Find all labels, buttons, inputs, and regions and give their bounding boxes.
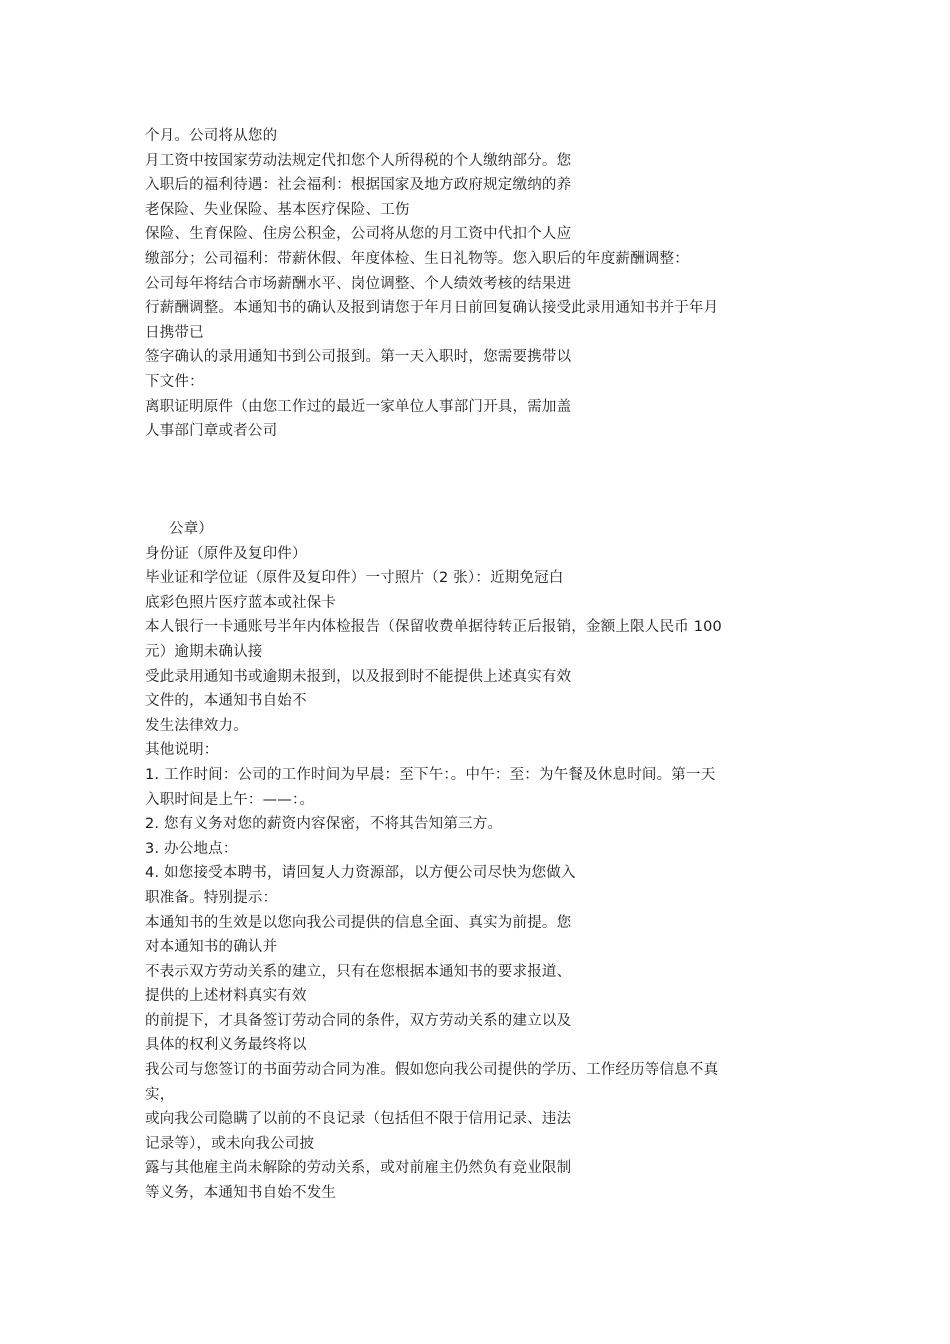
text-line: 其他说明：	[145, 742, 219, 759]
text-line: 1. 工作时间：公司的工作时间为早晨：至下午：。中午：至：为午餐及休息时间。第一天	[145, 766, 716, 783]
text-line: 文件的，本通知书自始不	[145, 693, 307, 710]
text-line: 签字确认的录用通知书到公司报到。第一天入职时，您需要携带以	[145, 349, 572, 366]
text-line: 行薪酬调整。本通知书的确认及报到请您于年月日前回复确认接受此录用通知书并于年月	[145, 300, 719, 317]
text-line: 对本通知书的确认并	[145, 939, 278, 956]
text-line: 本通知书的生效是以您向我公司提供的信息全面、真实为前提。您	[145, 914, 572, 931]
document-section-bottom	[145, 517, 810, 1206]
text-line: 或向我公司隐瞒了以前的不良记录（包括但不限于信用记录、违法	[145, 1111, 572, 1128]
text-line: 4. 如您接受本聘书，请回复人力资源部，以方便公司尽快为您做入	[145, 865, 576, 882]
text-line: 缴部分；公司福利：带薪休假、年度体检、生日礼物等。您入职后的年度薪酬调整：	[145, 250, 689, 267]
text-line: 提供的上述材料真实有效	[145, 988, 307, 1005]
text-line: 本人银行一卡通账号半年内体检报告（保留收费单据待转正后报销，金额上限人民币 100	[145, 619, 722, 636]
text-line: 毕业证和学位证（原件及复印件）一寸照片（2 张）：近期免冠白	[145, 570, 564, 587]
text-line: 人事部门章或者公司	[145, 423, 278, 440]
text-line: 实，	[145, 1086, 175, 1103]
text-line: 受此录用通知书或逾期未报到，以及报到时不能提供上述真实有效	[145, 668, 572, 685]
text-line: 记录等），或未向我公司披	[145, 1135, 315, 1152]
text-line: 元）逾期未确认接	[145, 643, 263, 660]
text-line: 具体的权利义务最终将以	[145, 1037, 307, 1054]
text-line: 月工资中按国家劳动法规定代扣您个人所得税的个人缴纳部分。您	[145, 152, 572, 169]
text-line: 我公司与您签订的书面劳动合同为准。假如您向我公司提供的学历、工作经历等信息不真	[145, 1062, 719, 1079]
text-line: 3. 办公地点：	[145, 840, 238, 857]
text-line: 公司每年将结合市场薪酬水平、岗位调整、个人绩效考核的结果进	[145, 275, 572, 292]
text-line: 不表示双方劳动关系的建立，只有在您根据本通知书的要求报道、	[145, 963, 572, 980]
text-line: 老保险、失业保险、基本医疗保险、工伤	[145, 201, 410, 218]
text-line: 身份证（原件及复印件）	[145, 545, 307, 562]
text-line: 露与其他雇主尚未解除的劳动关系，或对前雇主仍然负有竞业限制	[145, 1160, 572, 1177]
text-line: 保险、生育保险、住房公积金，公司将从您的月工资中代扣个人应	[145, 226, 572, 243]
text-line: 底彩色照片医疗蓝本或社保卡	[145, 594, 337, 611]
text-line: 的前提下，才具备签订劳动合同的条件，双方劳动关系的建立以及	[145, 1012, 572, 1029]
text-line: 下文件：	[145, 373, 204, 390]
text-line: 日携带已	[145, 324, 204, 341]
text-line: 离职证明原件（由您工作过的最近一家单位人事部门开具，需加盖	[145, 398, 572, 415]
text-line: 职准备。特别提示：	[145, 889, 278, 906]
text-line: 发生法律效力。	[145, 717, 248, 734]
text-line: 个月。公司将从您的	[145, 128, 278, 144]
document-section-top	[145, 124, 810, 444]
text-line: 公章）	[169, 521, 214, 537]
text-line: 等义务，本通知书自始不发生	[145, 1185, 337, 1202]
text-line: 入职时间是上午：——：。	[145, 791, 315, 808]
text-line: 2. 您有义务对您的薪资内容保密，不将其告知第三方。	[145, 816, 503, 833]
text-line: 入职后的福利待遇：社会福利：根据国家及地方政府规定缴纳的养	[145, 177, 572, 194]
